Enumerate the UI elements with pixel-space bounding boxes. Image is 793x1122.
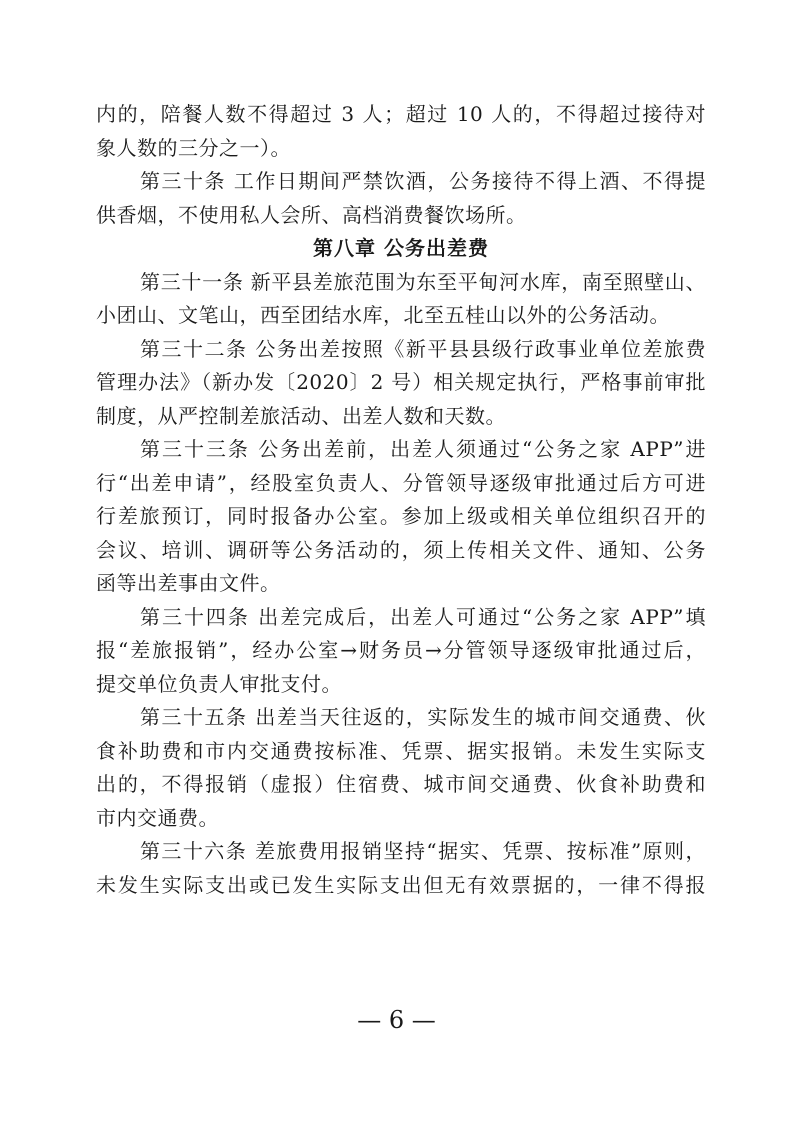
page-number: — 6 — <box>357 1006 436 1034</box>
text-line: 食补助费和市内交通费按标准、凭票、据实报销。未发生实际支 <box>96 738 706 763</box>
article-33-line: 第三十三条 公务出差前，出差人须通过“公务之家 APP”进 <box>140 437 706 461</box>
text-line: 函等出差事由文件。 <box>96 571 281 595</box>
text-line: 制度，从严控制差旅活动、出差人数和天数。 <box>96 403 506 428</box>
text-line: 报“差旅报销”，经办公室→财务员→分管领导逐级审批通过后， <box>96 638 706 662</box>
article-30-line: 第三十条 工作日期间严禁饮酒，公务接待不得上酒、不得提 <box>140 169 706 193</box>
text-line: 出的，不得报销（虚报）住宿费、城市间交通费、伙食补助费和 <box>96 772 706 796</box>
text-line: 行差旅预订，同时报备办公室。参加上级或相关单位组织召开的 <box>96 504 706 528</box>
article-31-line: 第三十一条 新平县差旅范围为东至平甸河水库，南至照壁山、 <box>140 269 706 294</box>
text-line: 行“出差申请”，经股室负责人、分管领导逐级审批通过后方可进 <box>96 470 706 495</box>
article-36-line: 第三十六条 差旅费用报销坚持“据实、凭票、按标准”原则， <box>140 839 706 863</box>
text-line: 提交单位负责人审批支付。 <box>96 671 342 696</box>
text-line: 市内交通费。 <box>96 805 219 830</box>
article-32-line: 第三十二条 公务出差按照《新平县县级行政事业单位差旅费 <box>140 336 706 361</box>
text-line: 小团山、文笔山，西至团结水库，北至五桂山以外的公务活动。 <box>96 303 670 327</box>
text-line: 供香烟，不使用私人会所、高档消费餐饮场所。 <box>96 202 527 227</box>
text-line: 未发生实际支出或已发生实际支出但无有效票据的，一律不得报 <box>96 872 706 897</box>
chapter-heading: 第八章 公务出差费 <box>313 236 489 260</box>
article-34-line: 第三十四条 出差完成后，出差人可通过“公务之家 APP”填 <box>140 604 706 629</box>
article-35-line: 第三十五条 出差当天往返的，实际发生的城市间交通费、伙 <box>140 705 706 729</box>
text-line: 管理办法》（新办发〔2020〕2 号）相关规定执行，严格事前审批 <box>96 370 706 394</box>
text-line: 内的，陪餐人数不得超过 3 人；超过 10 人的，不得超过接待对 <box>96 102 706 126</box>
text-line: 象人数的三分之一）。 <box>96 135 291 160</box>
text-line: 会议、培训、调研等公务活动的，须上传相关文件、通知、公务 <box>96 537 706 562</box>
document-body <box>96 98 706 902</box>
